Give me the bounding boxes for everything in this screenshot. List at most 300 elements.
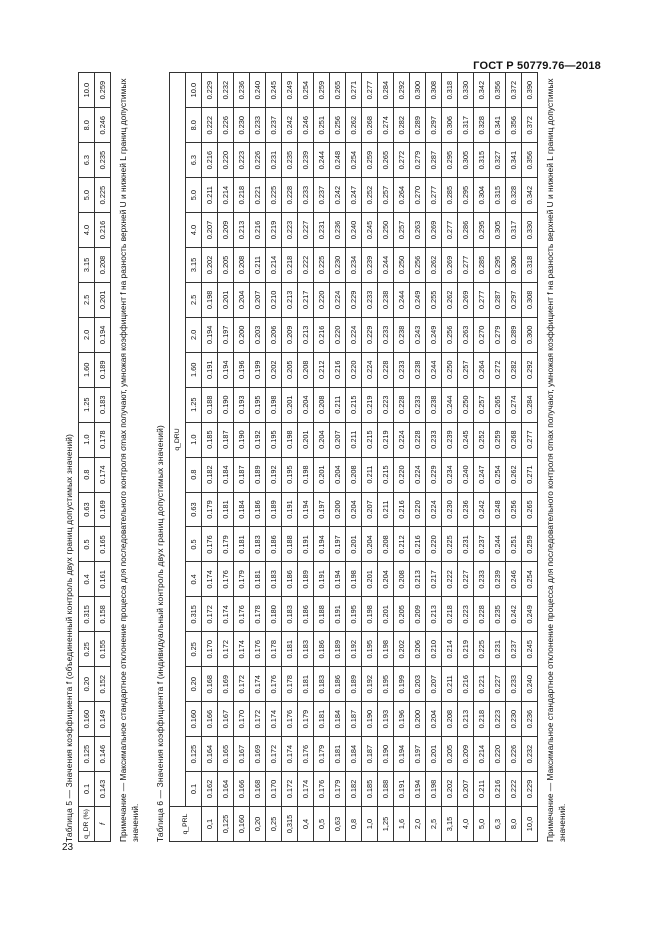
table6-row-label: 5,0 bbox=[474, 807, 490, 842]
table6-cell: 0.277 bbox=[362, 73, 378, 108]
table6-cell: 0.251 bbox=[506, 527, 522, 562]
table6-cell: 0.208 bbox=[378, 527, 394, 562]
table6-cell: 0.256 bbox=[410, 248, 426, 283]
table6-cell: 0.297 bbox=[506, 282, 522, 317]
table6-cell: 0.215 bbox=[378, 457, 394, 492]
table5-col-header: 0.25 bbox=[79, 632, 95, 667]
table6-cell: 0.174 bbox=[218, 597, 234, 632]
table6-cell: 0.287 bbox=[426, 143, 442, 178]
table6-cell: 0.218 bbox=[474, 702, 490, 737]
table6-cell: 0.239 bbox=[298, 143, 314, 178]
table6-cell: 0.244 bbox=[394, 282, 410, 317]
table6-cell: 0.192 bbox=[266, 457, 282, 492]
table6-cell: 0.209 bbox=[410, 597, 426, 632]
table6-cell: 0.228 bbox=[378, 352, 394, 387]
table5-col-header: 1.0 bbox=[79, 422, 95, 457]
table6-cell: 0.234 bbox=[442, 457, 458, 492]
table6-row bbox=[394, 73, 410, 842]
table6-cell: 0.233 bbox=[362, 282, 378, 317]
table6-cell: 0.238 bbox=[426, 387, 442, 422]
table6-cell: 0.295 bbox=[458, 178, 474, 213]
table6-cell: 0.233 bbox=[378, 317, 394, 352]
table6-cell: 0.192 bbox=[250, 422, 266, 457]
table6-cell: 0.236 bbox=[522, 702, 538, 737]
table6-row bbox=[426, 73, 442, 842]
table5-col-header: 2.5 bbox=[79, 282, 95, 317]
table6-cell: 0.184 bbox=[330, 702, 346, 737]
table6-cell: 0.220 bbox=[314, 282, 330, 317]
table6-cell: 0.224 bbox=[346, 317, 362, 352]
table6-cell: 0.292 bbox=[522, 352, 538, 387]
table6-cell: 0.244 bbox=[426, 352, 442, 387]
table5-col-header: 0.1 bbox=[79, 772, 95, 807]
table6-cell: 0.176 bbox=[218, 562, 234, 597]
table6-cell: 0.176 bbox=[266, 667, 282, 702]
table6-cell: 0.240 bbox=[346, 213, 362, 248]
table6-cell: 0.265 bbox=[378, 143, 394, 178]
table6-cell: 0.229 bbox=[426, 457, 442, 492]
table6-row-label: 0,125 bbox=[218, 807, 234, 842]
table6-cell: 0.252 bbox=[362, 178, 378, 213]
table5-col-header: 1.60 bbox=[79, 352, 95, 387]
table6-cell: 0.169 bbox=[218, 667, 234, 702]
table6-cell: 0.230 bbox=[234, 108, 250, 143]
table6-cell: 0.167 bbox=[234, 737, 250, 772]
table6-cell: 0.174 bbox=[266, 702, 282, 737]
table6-cell: 0.327 bbox=[490, 143, 506, 178]
table6-cell: 0.197 bbox=[330, 527, 346, 562]
table6-col-header: 1.25 bbox=[186, 387, 202, 422]
table6-col-header: 2.5 bbox=[186, 282, 202, 317]
table6-cell: 0.204 bbox=[314, 422, 330, 457]
table6-cell: 0.227 bbox=[458, 562, 474, 597]
table6-row bbox=[218, 73, 234, 842]
table6-cell: 0.232 bbox=[522, 737, 538, 772]
table6-cell: 0.208 bbox=[314, 387, 330, 422]
table6-cell: 0.210 bbox=[266, 282, 282, 317]
table5-cell: 0.246 bbox=[95, 108, 111, 143]
table6-cell: 0.262 bbox=[426, 248, 442, 283]
table6-cell: 0.216 bbox=[458, 667, 474, 702]
table6-cell: 0.292 bbox=[394, 73, 410, 108]
table6-cell: 0.222 bbox=[298, 248, 314, 283]
table6-cell: 0.184 bbox=[234, 492, 250, 527]
table6-cell: 0.174 bbox=[282, 737, 298, 772]
table6-cell: 0.170 bbox=[234, 702, 250, 737]
table6-cell: 0.245 bbox=[522, 632, 538, 667]
table6-cell: 0.277 bbox=[426, 178, 442, 213]
table6-cell: 0.194 bbox=[218, 352, 234, 387]
table6-cell: 0.215 bbox=[362, 422, 378, 457]
table6-cell: 0.194 bbox=[202, 317, 218, 352]
table6-cell: 0.191 bbox=[330, 597, 346, 632]
table6-cell: 0.208 bbox=[234, 248, 250, 283]
table6-cell: 0.270 bbox=[410, 178, 426, 213]
table6-cell: 0.229 bbox=[362, 317, 378, 352]
table6-cell: 0.231 bbox=[490, 632, 506, 667]
table6-cell: 0.238 bbox=[394, 317, 410, 352]
table6-cell: 0.263 bbox=[458, 317, 474, 352]
table5-cell: 0.158 bbox=[95, 597, 111, 632]
table6-cell: 0.213 bbox=[458, 702, 474, 737]
table6-cell: 0.239 bbox=[490, 562, 506, 597]
table5-col-header: 3.15 bbox=[79, 248, 95, 283]
table6-cell: 0.240 bbox=[522, 667, 538, 702]
table6-cell: 0.231 bbox=[266, 143, 282, 178]
table6-cell: 0.205 bbox=[218, 248, 234, 283]
table6-cell: 0.211 bbox=[202, 178, 218, 213]
table6-col-header: 0.8 bbox=[186, 457, 202, 492]
table6-cell: 0.174 bbox=[234, 632, 250, 667]
table6-cell: 0.251 bbox=[314, 108, 330, 143]
table6-cell: 0.277 bbox=[442, 213, 458, 248]
table6-cell: 0.190 bbox=[234, 422, 250, 457]
table6-cell: 0.201 bbox=[426, 737, 442, 772]
table6-cell: 0.200 bbox=[330, 492, 346, 527]
table6-cell: 0.271 bbox=[522, 457, 538, 492]
table6-cell: 0.256 bbox=[442, 317, 458, 352]
table6-cell: 0.176 bbox=[234, 597, 250, 632]
table6-cell: 0.223 bbox=[490, 702, 506, 737]
table6-cell: 0.214 bbox=[218, 178, 234, 213]
table6-cell: 0.217 bbox=[426, 562, 442, 597]
table6-cell: 0.245 bbox=[362, 213, 378, 248]
table6-cell: 0.282 bbox=[394, 108, 410, 143]
table6-cell: 0.198 bbox=[202, 282, 218, 317]
table6-cell: 0.230 bbox=[506, 702, 522, 737]
table6-cell: 0.225 bbox=[266, 178, 282, 213]
table6-cell: 0.181 bbox=[218, 492, 234, 527]
table6-cell: 0.198 bbox=[266, 387, 282, 422]
table6-group-header-row bbox=[170, 73, 186, 842]
table6-cell: 0.249 bbox=[282, 73, 298, 108]
table6-cell: 0.194 bbox=[314, 527, 330, 562]
table6-cell: 0.201 bbox=[282, 387, 298, 422]
table6-cell: 0.257 bbox=[474, 387, 490, 422]
table6-cell: 0.183 bbox=[298, 632, 314, 667]
table6-cell: 0.195 bbox=[282, 457, 298, 492]
table6-cell: 0.265 bbox=[490, 387, 506, 422]
table6-cell: 0.223 bbox=[378, 387, 394, 422]
table6-cell: 0.220 bbox=[346, 352, 362, 387]
document-header: ГОСТ Р 50779.76—2018 bbox=[473, 60, 601, 72]
table6-cell: 0.162 bbox=[202, 772, 218, 807]
table6-cell: 0.217 bbox=[298, 282, 314, 317]
table6-cell: 0.246 bbox=[506, 562, 522, 597]
table6-cell: 0.308 bbox=[426, 73, 442, 108]
table6-cell: 0.232 bbox=[218, 73, 234, 108]
table6-cell: 0.189 bbox=[330, 632, 346, 667]
table6-cell: 0.328 bbox=[474, 108, 490, 143]
table5-cell: 0.194 bbox=[95, 317, 111, 352]
table6-cell: 0.223 bbox=[282, 213, 298, 248]
table6-cell: 0.201 bbox=[362, 562, 378, 597]
table6-cell: 0.249 bbox=[410, 282, 426, 317]
table6-cell: 0.203 bbox=[410, 667, 426, 702]
table6-cell: 0.187 bbox=[346, 702, 362, 737]
table6-row-label: 0,8 bbox=[346, 807, 362, 842]
table6-cell: 0.201 bbox=[346, 527, 362, 562]
table6-cell: 0.225 bbox=[314, 248, 330, 283]
table5-cell: 0.183 bbox=[95, 387, 111, 422]
table6-cell: 0.269 bbox=[442, 248, 458, 283]
table6-cell: 0.179 bbox=[314, 737, 330, 772]
table6-cell: 0.216 bbox=[202, 143, 218, 178]
table6-cell: 0.207 bbox=[202, 213, 218, 248]
table6-cell: 0.356 bbox=[490, 73, 506, 108]
table5-cell: 0.155 bbox=[95, 632, 111, 667]
table6-cell: 0.286 bbox=[458, 213, 474, 248]
table6-cell: 0.297 bbox=[426, 108, 442, 143]
table6-cell: 0.164 bbox=[218, 772, 234, 807]
table6-cell: 0.265 bbox=[330, 73, 346, 108]
table6-cell: 0.187 bbox=[234, 457, 250, 492]
table6-column-header-row bbox=[186, 73, 202, 842]
table6-row bbox=[362, 73, 378, 842]
table6-cell: 0.235 bbox=[490, 597, 506, 632]
table6 bbox=[169, 72, 538, 842]
table6-cell: 0.204 bbox=[330, 457, 346, 492]
table6-cell: 0.193 bbox=[234, 387, 250, 422]
table6-cell: 0.207 bbox=[330, 422, 346, 457]
table6-cell: 0.179 bbox=[234, 562, 250, 597]
table6-cell: 0.206 bbox=[410, 632, 426, 667]
table6-cell: 0.279 bbox=[490, 317, 506, 352]
table6-cell: 0.289 bbox=[506, 317, 522, 352]
table5-f-label: f bbox=[95, 807, 111, 842]
table6-cell: 0.199 bbox=[250, 352, 266, 387]
table6-cell: 0.219 bbox=[378, 422, 394, 457]
table6-cell: 0.204 bbox=[426, 702, 442, 737]
table6-cell: 0.233 bbox=[506, 667, 522, 702]
table6-cell: 0.183 bbox=[314, 667, 330, 702]
table6-cell: 0.233 bbox=[250, 108, 266, 143]
table6-cell: 0.287 bbox=[490, 282, 506, 317]
table6-cell: 0.330 bbox=[458, 73, 474, 108]
table6-cell: 0.330 bbox=[522, 213, 538, 248]
table6-cell: 0.213 bbox=[234, 213, 250, 248]
table6-cell: 0.249 bbox=[426, 317, 442, 352]
table6-cell: 0.248 bbox=[330, 143, 346, 178]
table5 bbox=[78, 72, 111, 842]
table6-cell: 0.222 bbox=[202, 108, 218, 143]
table6-row bbox=[234, 73, 250, 842]
table6-cell: 0.236 bbox=[458, 492, 474, 527]
table6-cell: 0.207 bbox=[250, 282, 266, 317]
table6-cell: 0.202 bbox=[202, 248, 218, 283]
table6-cell: 0.250 bbox=[394, 248, 410, 283]
table6-cell: 0.259 bbox=[522, 527, 538, 562]
table5-col-header: 2.0 bbox=[79, 317, 95, 352]
table5-col-header: 0.160 bbox=[79, 702, 95, 737]
table6-cell: 0.254 bbox=[522, 562, 538, 597]
table6-cell: 0.274 bbox=[378, 108, 394, 143]
table6-cell: 0.176 bbox=[314, 772, 330, 807]
table6-cell: 0.204 bbox=[346, 492, 362, 527]
table6-cell: 0.221 bbox=[250, 178, 266, 213]
table6-cell: 0.170 bbox=[266, 772, 282, 807]
table6-cell: 0.247 bbox=[474, 457, 490, 492]
table6-cell: 0.186 bbox=[330, 667, 346, 702]
table6-col-header: 4.0 bbox=[186, 213, 202, 248]
table6-row-label: 0,25 bbox=[266, 807, 282, 842]
table6-cell: 0.228 bbox=[410, 422, 426, 457]
table6-cell: 0.264 bbox=[394, 178, 410, 213]
table6-cell: 0.202 bbox=[442, 772, 458, 807]
table6-cell: 0.205 bbox=[282, 352, 298, 387]
table6-cell: 0.187 bbox=[362, 737, 378, 772]
table5-col-header: 6.3 bbox=[79, 143, 95, 178]
table6-cell: 0.186 bbox=[314, 632, 330, 667]
table6-cell: 0.183 bbox=[266, 562, 282, 597]
table6-cell: 0.277 bbox=[474, 282, 490, 317]
table6-cell: 0.169 bbox=[250, 737, 266, 772]
table6-cell: 0.239 bbox=[442, 422, 458, 457]
table6-cell: 0.342 bbox=[522, 178, 538, 213]
table6-row-label: 1,0 bbox=[362, 807, 378, 842]
table6-row bbox=[298, 73, 314, 842]
table6-cell: 0.179 bbox=[202, 492, 218, 527]
table6-cell: 0.188 bbox=[202, 387, 218, 422]
table6-cell: 0.195 bbox=[378, 667, 394, 702]
table6-cell: 0.341 bbox=[506, 143, 522, 178]
table6-cell: 0.284 bbox=[378, 73, 394, 108]
table6-cell: 0.172 bbox=[282, 772, 298, 807]
table6-cell: 0.214 bbox=[442, 632, 458, 667]
table6-cell: 0.222 bbox=[442, 562, 458, 597]
table6-row-label: 0,63 bbox=[330, 807, 346, 842]
table6-cell: 0.272 bbox=[394, 143, 410, 178]
table6-cell: 0.237 bbox=[506, 632, 522, 667]
table6-cell: 0.190 bbox=[378, 737, 394, 772]
table6-cell: 0.317 bbox=[506, 213, 522, 248]
table6-cell: 0.263 bbox=[410, 213, 426, 248]
table6-cell: 0.259 bbox=[314, 73, 330, 108]
table6-cell: 0.189 bbox=[346, 667, 362, 702]
table6-cell: 0.211 bbox=[250, 248, 266, 283]
table6-cell: 0.372 bbox=[522, 108, 538, 143]
table6-cell: 0.220 bbox=[410, 492, 426, 527]
table6-cell: 0.256 bbox=[330, 108, 346, 143]
table6-row bbox=[346, 73, 362, 842]
table6-cell: 0.211 bbox=[346, 422, 362, 457]
table6-cell: 0.193 bbox=[378, 702, 394, 737]
table5-cell: 0.146 bbox=[95, 737, 111, 772]
table6-cell: 0.188 bbox=[282, 527, 298, 562]
table6-cell: 0.317 bbox=[458, 108, 474, 143]
table6-cell: 0.216 bbox=[330, 352, 346, 387]
table6-cell: 0.216 bbox=[410, 527, 426, 562]
table6-cell: 0.178 bbox=[282, 667, 298, 702]
table6-cell: 0.285 bbox=[474, 248, 490, 283]
table5-cell: 0.225 bbox=[95, 178, 111, 213]
table6-cell: 0.183 bbox=[282, 597, 298, 632]
table6-cell: 0.207 bbox=[426, 667, 442, 702]
table6-cell: 0.181 bbox=[234, 527, 250, 562]
table6-row-label: 0,4 bbox=[298, 807, 314, 842]
table6-cell: 0.230 bbox=[442, 492, 458, 527]
table6-row bbox=[282, 73, 298, 842]
table6-cell: 0.202 bbox=[394, 632, 410, 667]
table6-row bbox=[458, 73, 474, 842]
table6-cell: 0.192 bbox=[346, 632, 362, 667]
table6-cell: 0.239 bbox=[362, 248, 378, 283]
table6-cell: 0.189 bbox=[298, 562, 314, 597]
table6-cell: 0.203 bbox=[250, 317, 266, 352]
table6-row-label: 0,5 bbox=[314, 807, 330, 842]
table6-cell: 0.186 bbox=[282, 562, 298, 597]
table6-cell: 0.188 bbox=[378, 772, 394, 807]
table6-cell: 0.198 bbox=[282, 422, 298, 457]
table5-values-row bbox=[95, 73, 111, 842]
table6-cell: 0.243 bbox=[410, 317, 426, 352]
table6-cell: 0.242 bbox=[282, 108, 298, 143]
table6-row bbox=[314, 73, 330, 842]
table5-cell: 0.161 bbox=[95, 562, 111, 597]
table6-cell: 0.186 bbox=[250, 492, 266, 527]
table6-cell: 0.268 bbox=[362, 108, 378, 143]
table6-cell: 0.174 bbox=[298, 772, 314, 807]
table6-cell: 0.300 bbox=[522, 317, 538, 352]
table6-cell: 0.372 bbox=[506, 73, 522, 108]
table6-cell: 0.195 bbox=[250, 387, 266, 422]
table6-cell: 0.356 bbox=[506, 108, 522, 143]
table5-cell: 0.235 bbox=[95, 143, 111, 178]
table6-cell: 0.315 bbox=[474, 143, 490, 178]
table6-row bbox=[442, 73, 458, 842]
table6-col-header: 6.3 bbox=[186, 143, 202, 178]
table5-col-header: 0.5 bbox=[79, 527, 95, 562]
table5-cell: 0.152 bbox=[95, 667, 111, 702]
table6-row-label: 2,0 bbox=[410, 807, 426, 842]
page-number: 23 bbox=[62, 842, 74, 853]
table6-col-header: 0.1 bbox=[186, 772, 202, 807]
table5-cell: 0.189 bbox=[95, 352, 111, 387]
table6-cell: 0.234 bbox=[346, 248, 362, 283]
table5-col-header: 0.63 bbox=[79, 492, 95, 527]
table5-cell: 0.201 bbox=[95, 282, 111, 317]
table6-cell: 0.216 bbox=[250, 213, 266, 248]
table6-cell: 0.195 bbox=[346, 597, 362, 632]
table6-cell: 0.211 bbox=[330, 387, 346, 422]
table6-cell: 0.219 bbox=[266, 213, 282, 248]
table6-cell: 0.195 bbox=[362, 632, 378, 667]
table6-cell: 0.214 bbox=[474, 737, 490, 772]
table6-cell: 0.181 bbox=[250, 562, 266, 597]
table6-cell: 0.228 bbox=[394, 387, 410, 422]
table6-cell: 0.224 bbox=[394, 422, 410, 457]
table6-cell: 0.262 bbox=[442, 282, 458, 317]
table5-note: Примечание — Максимальное стандартное отклонение процесса для последовательного контроля σmax получают, умножая коэффициент f на разность верхней U и нижней L границ допустимых значений. bbox=[118, 78, 140, 842]
table6-cell: 0.300 bbox=[410, 73, 426, 108]
table6-cell: 0.194 bbox=[298, 492, 314, 527]
table6-cell: 0.185 bbox=[362, 772, 378, 807]
table6-cell: 0.179 bbox=[330, 772, 346, 807]
table6-cell: 0.342 bbox=[474, 73, 490, 108]
table6-cell: 0.304 bbox=[474, 178, 490, 213]
table6-cell: 0.233 bbox=[426, 422, 442, 457]
table6-cell: 0.262 bbox=[346, 108, 362, 143]
table6-col-header: 0.160 bbox=[186, 702, 202, 737]
table6-cell: 0.215 bbox=[346, 387, 362, 422]
table6-cell: 0.229 bbox=[202, 73, 218, 108]
table6-cell: 0.285 bbox=[442, 178, 458, 213]
table6-cell: 0.226 bbox=[218, 108, 234, 143]
table5-col-header: 0.125 bbox=[79, 737, 95, 772]
table6-cell: 0.197 bbox=[314, 492, 330, 527]
table6-cell: 0.255 bbox=[426, 282, 442, 317]
table6-cell: 0.210 bbox=[426, 632, 442, 667]
